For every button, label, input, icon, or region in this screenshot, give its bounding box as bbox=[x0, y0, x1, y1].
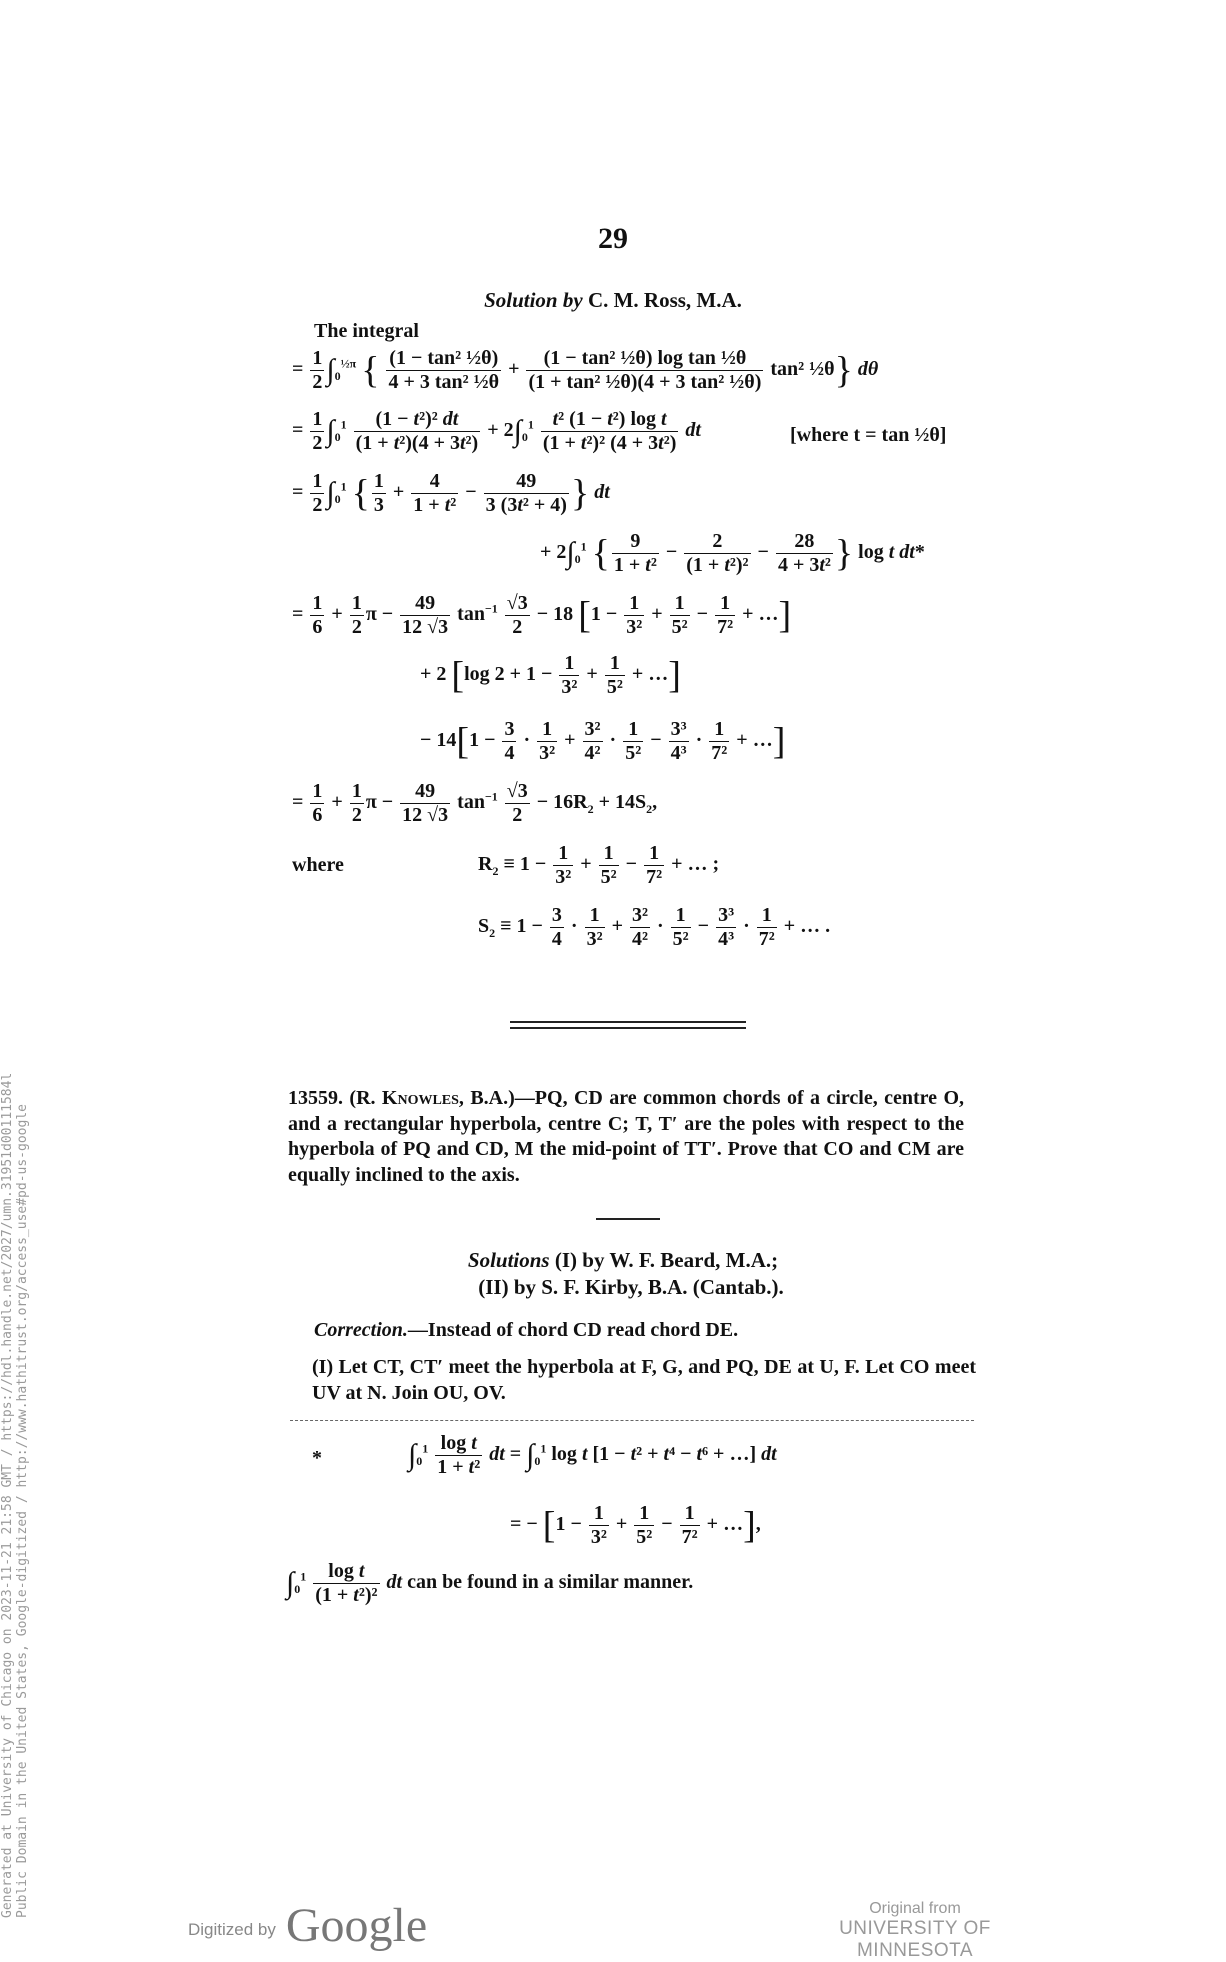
s2-definition: $S_2 \equiv 1$ − $\frac{3}{4}$ · $\frac{1}{\text{3²}}$ + $\frac{\text{3²}}{\text{4²}}$ · $\frac{1}{\text{5²}}$ − $\frac{\text{3³}}{\text{4³}}$ · $\frac{1}{\text{7²}}$ + … . bbox=[478, 904, 831, 950]
correction-label: Correction. bbox=[314, 1319, 408, 1341]
part-one-paragraph: (I) Let CT, CT′ meet the hyperbola at F, G, and PQ, DE at U, F. Let CO meet UV at N. Join OU, OV. bbox=[312, 1356, 976, 1404]
problem-number: 13559. bbox=[288, 1087, 343, 1109]
problem-text: —PQ, CD are common chords of a circle, centre O, and a rectangular hyperbola, centre C; T, T′ are the poles with respect to the hyperbola of PQ and CD, M the mid-point of TT′. Prove that CO and CM are equally inclined to the axis. bbox=[288, 1087, 965, 1186]
correction-text: —Instead of chord CD read chord DE. bbox=[407, 1319, 739, 1341]
equation-line-6: + 2 [log 2 + 1 − $\frac{1}{\text{3²}}$ + $\frac{1}{\text{5²}}$ + …] bbox=[420, 652, 681, 698]
page-number: 29 bbox=[598, 222, 628, 255]
digitized-by-google bbox=[188, 1898, 427, 1953]
footnote-separator bbox=[290, 1420, 974, 1421]
equation-line-2: = $\frac{1}{2}$ $\int_0^1$ $\frac{\text{(1 − t²)² dt}}{\text{(1 + t²)(4 + 3t²)}}$ + $2\int_0^1$ $\frac{\text{t² (1 − t²) log t}}{\text{(1 + t²)² (4 + 3t²)}}$ dt bbox=[292, 408, 701, 454]
solutions-label: Solutions bbox=[467, 1248, 550, 1272]
equation-line-7: − 14[1 − $\frac{3}{4}$ · $\frac{1}{\text{3²}}$ + $\frac{\text{3²}}{\text{4²}}$ · $\frac{1}{\text{5²}}$ − $\frac{\text{3³}}{\text{4³}}$ · $\frac{1}{\text{7²}}$ + …] bbox=[420, 718, 786, 764]
university-name: UNIVERSITY OF MINNESOTA bbox=[839, 1918, 991, 1961]
solution-author: C. M. Ross, M.A. bbox=[587, 288, 742, 312]
digitized-by-label: Digitized by bbox=[188, 1920, 276, 1939]
solutions-line-2: (II) by S. F. Kirby, B.A. (Cantab.). bbox=[478, 1275, 784, 1299]
solution-byline bbox=[0, 288, 1226, 313]
footnote-marker: * bbox=[312, 1447, 322, 1469]
equation-line-4: + $2\int_0^1$ { $\frac{9}{\text{1 + t²}}$ − $\frac{2}{\text{(1 + t²)²}}$ − $\frac{28}{\text{4 + 3t²}}$ } log t dt* bbox=[540, 530, 925, 576]
intro-text: The integral bbox=[314, 320, 419, 342]
section-divider-top bbox=[510, 1021, 746, 1023]
equation-line-8: = $\frac{1}{6}$ + $\frac{1}{2}$ π − $\frac{49}{12 √3}$ $\tan^{-1}$ $\frac{√3}{2}$ − $16R_2 + 14S_2$, bbox=[292, 780, 658, 826]
substitution-note: [where t = tan ½θ] bbox=[790, 424, 947, 446]
footnote-tail-text: can be found in a similar manner. bbox=[407, 1571, 694, 1594]
google-logo: Google bbox=[285, 1899, 428, 1952]
equation-line-1: = $\frac{1}{2}$ $\int_0^{\frac{1}{2}\pi}$ { $\frac{\text{(1 − tan² ½θ)}}{\text{4 + 3 tan² ½θ}}$ + $\frac{\text{(1 − tan² ½θ) log tan ½θ}}{\text{(1 + tan² ½θ)(4 + 3 tan² ½θ)}}$ tan² ½θ} dθ bbox=[292, 347, 879, 393]
correction-paragraph bbox=[314, 1318, 974, 1344]
margin-line-1: Generated at University of Chicago on 2023-11-21 21:58 GMT / https://hdl.handle.net/2027/umn.31951d00111584l bbox=[0, 1072, 15, 1918]
solution-label: Solution by bbox=[484, 288, 583, 312]
problem-author: (R. Knowles, B.A.) bbox=[349, 1087, 515, 1109]
original-from-block bbox=[780, 1900, 1050, 1962]
footnote-equation-1: $\int_0^1$ $\frac{\text{log t}}{\text{1 + t²}}$ dt = $\int_0^1$ log t [1 − t² + t⁴ − t⁶ + …] dt bbox=[408, 1432, 777, 1478]
short-divider bbox=[596, 1218, 660, 1220]
problem-paragraph bbox=[288, 1086, 964, 1188]
solutions-line-1 bbox=[10, 1248, 1226, 1273]
where-label: where bbox=[292, 854, 344, 876]
equation-line-5: = $\frac{1}{6}$ + $\frac{1}{2}$ π − $\frac{49}{12 √3}$ $\tan^{-1}$ $\frac{√3}{2}$ − 18 [1 − $\frac{1}{\text{3²}}$ + $\frac{1}{\text{5²}}$ − $\frac{1}{\text{7²}}$ + …] bbox=[292, 592, 792, 638]
original-from-label: Original from bbox=[869, 1900, 961, 1917]
footnote-equation-2: = − [1 − $\frac{1}{\text{3²}}$ + $\frac{1}{\text{5²}}$ − $\frac{1}{\text{7²}}$ + …], bbox=[510, 1502, 761, 1548]
margin-line-2: Public Domain in the United States, Google-digitized / http://www.hathitrust.org/access_use#pd-us-google bbox=[15, 1104, 30, 1918]
section-divider-bottom bbox=[510, 1027, 746, 1029]
solutions-first: (I) by W. F. Beard, M.A.; bbox=[554, 1248, 779, 1272]
r2-definition: $R_2 \equiv 1$ − $\frac{1}{\text{3²}}$ + $\frac{1}{\text{5²}}$ − $\frac{1}{\text{7²}}$ + … ; bbox=[478, 842, 720, 888]
footnote-tail: $\int_0^1$ $\frac{\text{log t}}{\text{(1 + t²)²}}$ dt can be found in a similar manner. bbox=[286, 1560, 694, 1606]
margin-provenance bbox=[0, 1073, 30, 1950]
equation-line-3: = $\frac{1}{2}$ $\int_0^1$ { $\frac{1}{3}$ + $\frac{4}{\text{1 + t²}}$ − $\frac{49}{\text{3 (3t² + 4)}}$ } dt bbox=[292, 470, 610, 516]
